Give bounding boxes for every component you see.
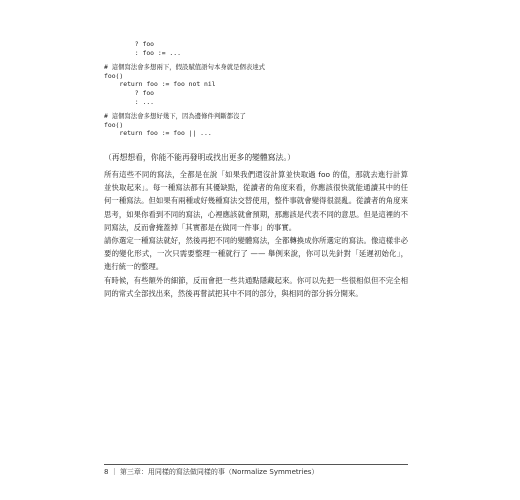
code-line: foo() <box>104 71 124 80</box>
aside-note: （再想想看，你能不能再發明或找出更多的變體寫法。） <box>104 153 296 162</box>
code-line: return foo := foo not nil <box>104 80 216 89</box>
page-footer: 8 ｜ 第三章：用同樣的寫法做同樣的事（Normalize Symmetries） <box>104 468 319 476</box>
code-line: ? foo <box>104 88 155 97</box>
code-line: foo() <box>104 120 124 129</box>
footer-rule <box>104 464 408 465</box>
code-line: return foo := foo || ... <box>104 129 212 138</box>
code-line: : foo := ... <box>104 48 181 57</box>
code-line: ? foo <box>104 40 155 48</box>
body-paragraph: 所有這些不同的寫法，全都是在說「如果我們還沒計算並快取過 foo 的值，那就去進行計算並快取起來」。每一種寫法都有其優缺點，從讀者的角度來看，你應該很快就能通讀其中的任何一種寫法。但如果有兩種或好幾種寫法交替使用，整件事就會變得很混亂。從讀者的角度來思考，如果你看到不同的寫法，心裡應該就會預期，那應該是代表不同的意思。但是這裡的不同寫法，反而會掩蓋掉「其實都是在做同一件事」的事實。 <box>104 170 408 232</box>
code-comment: # 這個寫法會多想兩下，假設賦值語句本身就是個表達式 <box>104 63 266 72</box>
code-comment: # 這個寫法會多想好幾下，因為邊條件判斷都沒了 <box>104 112 246 121</box>
body-paragraph: 有時候，有些額外的細節，反而會把一些共通點隱藏起來。你可以先把一些很相似但不完全相同的常式全部找出來，然後再嘗試把其中不同的部分，與相同的部分拆分開來。 <box>104 276 408 299</box>
code-block <box>104 40 265 138</box>
code-line: : ... <box>104 97 155 106</box>
body-paragraph: 請你選定一種寫法就好，然後再把不同的變體寫法，全都轉換成你所選定的寫法。像這樣非必要的變化形式，一次只需要整理一種就行了 —— 舉例來說，你可以先針對「延遲初始化」，進行統一的整理。 <box>104 236 408 272</box>
